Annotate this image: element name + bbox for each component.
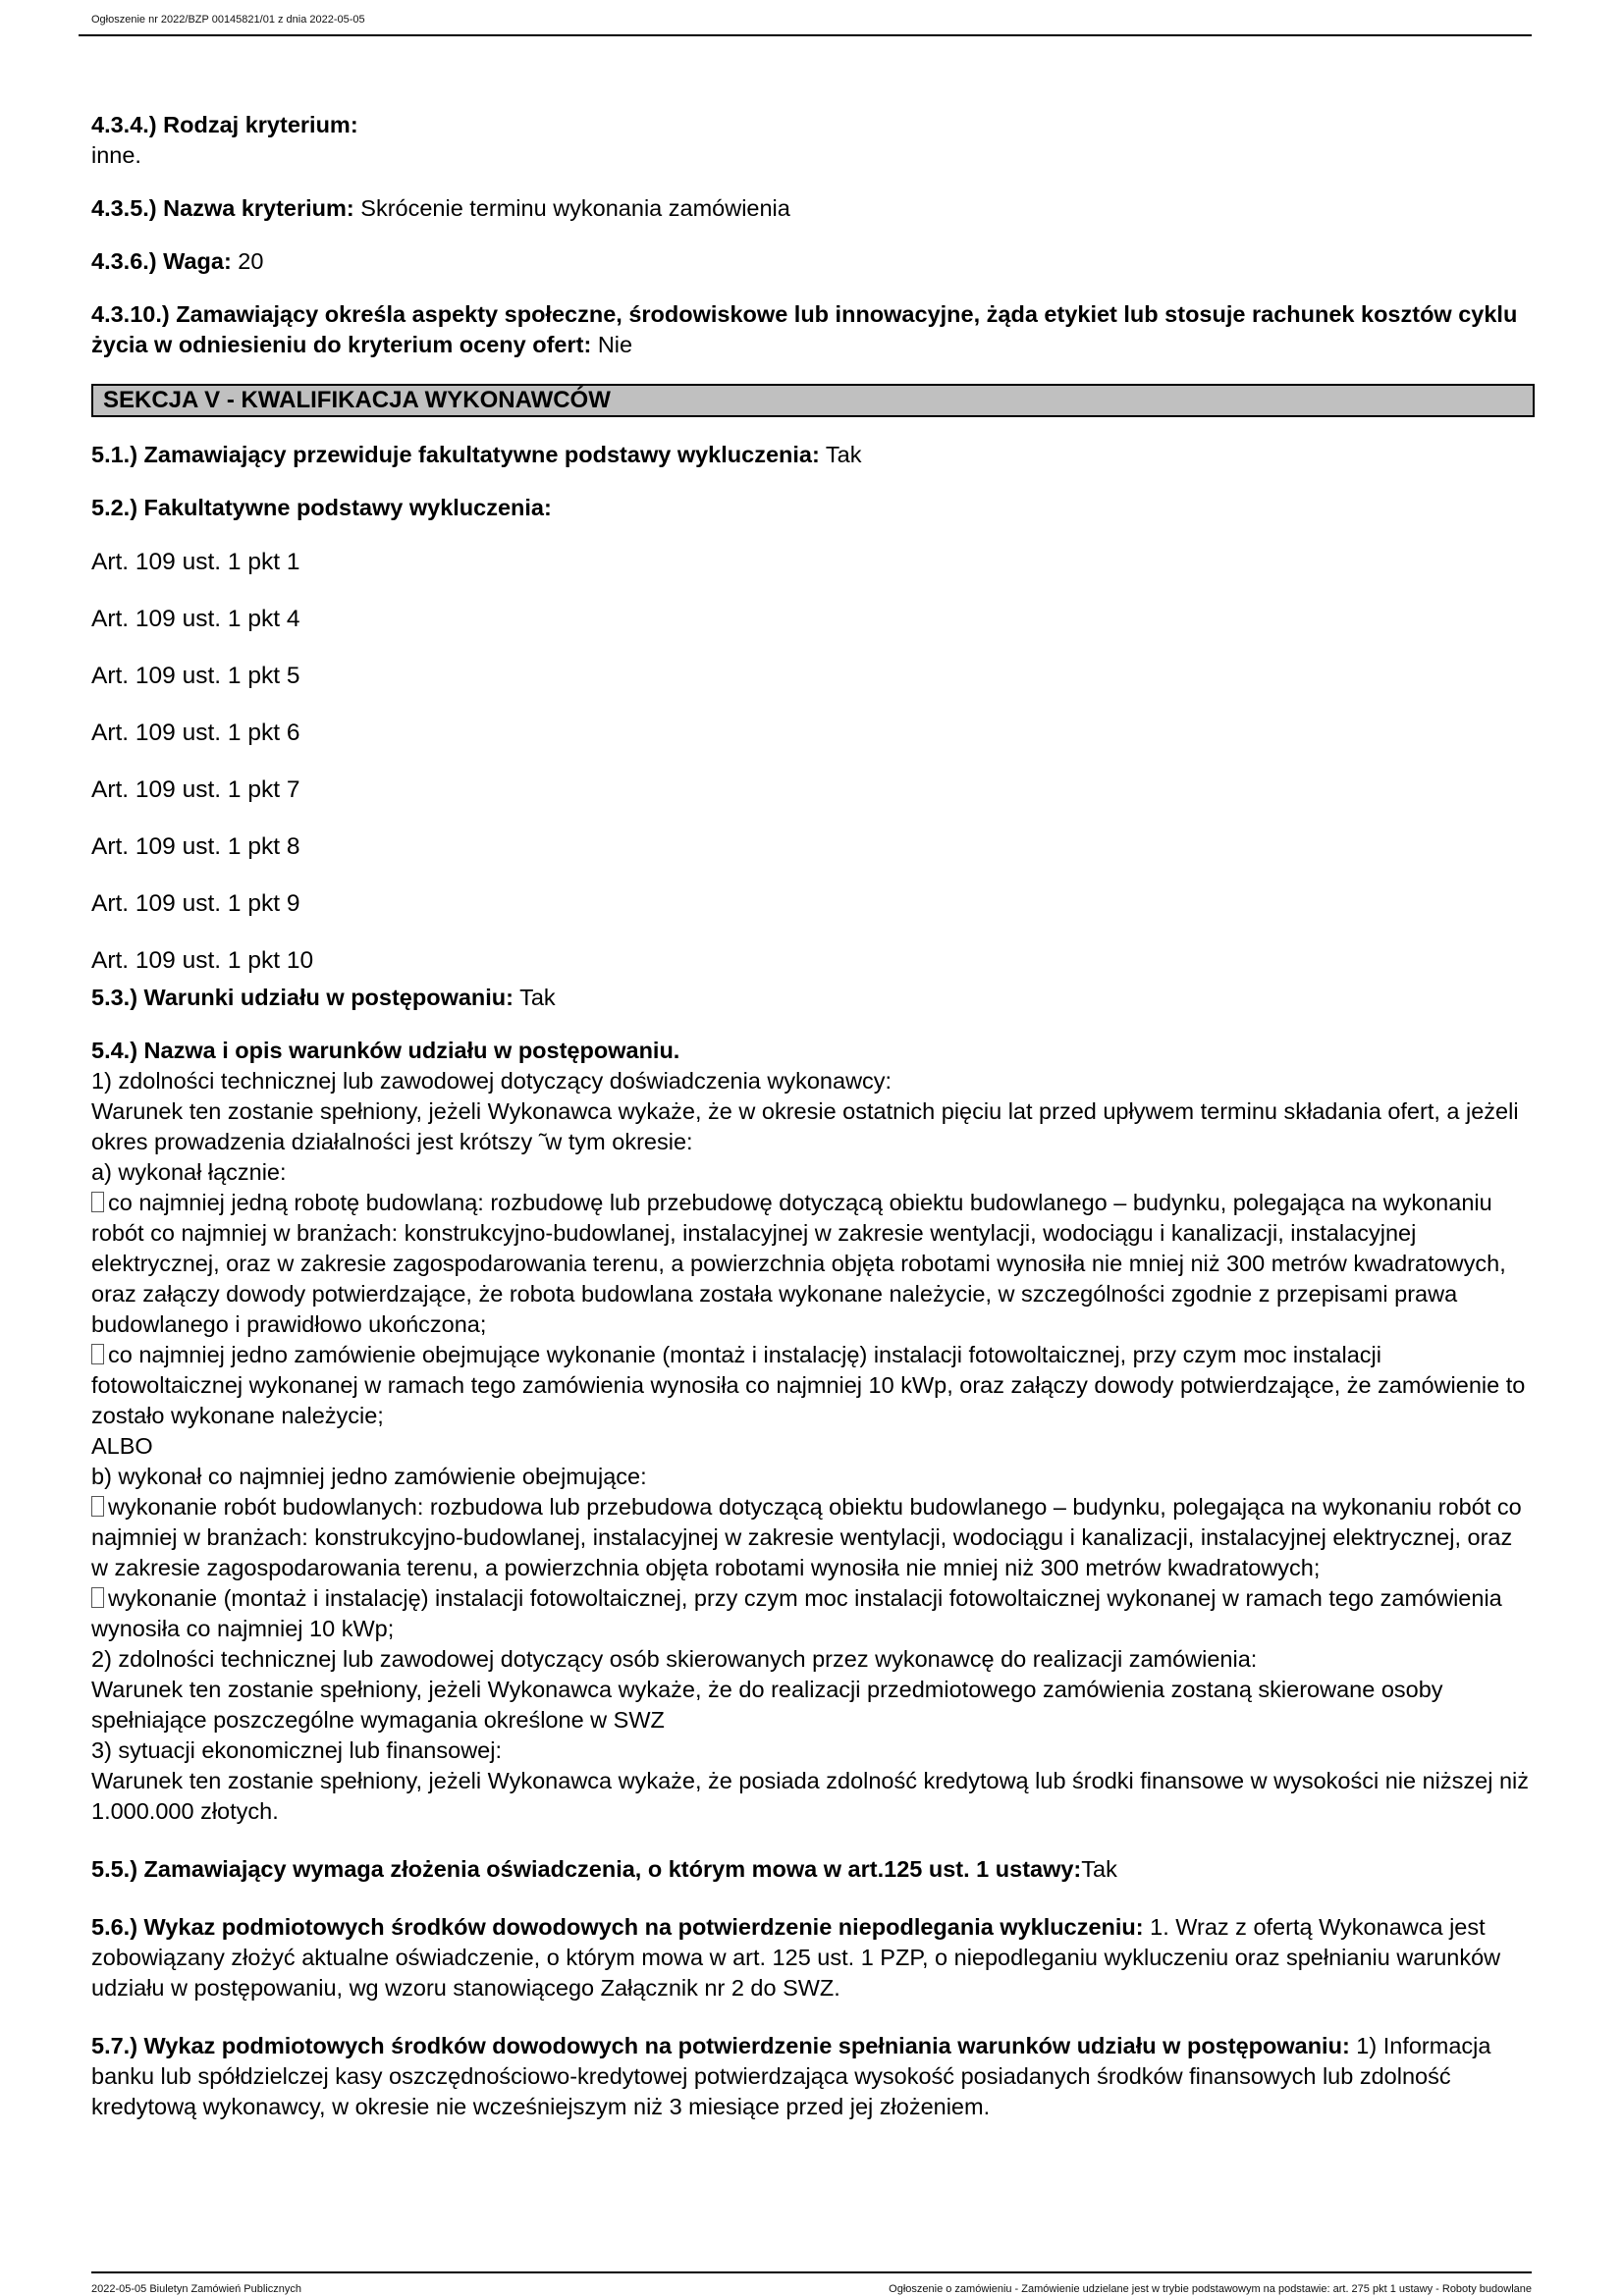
criterion-aspects xyxy=(91,299,1535,360)
criterion-type xyxy=(91,110,1535,171)
footer-notice-type: Ogłoszenie o zamówieniu - Zamówienie udzielane jest w trybie podstawowym na podstawie: art. 275 pkt 1 ustawy - Roboty budowlane xyxy=(889,2283,1532,2295)
condition-bullet-text: wykonanie robót budowlanych: rozbudowa lub przebudowa dotyczącą obiektu budowlanego – budynku, polegająca na wykonaniu robót co najmniej w branżach: konstrukcyjno-budowlanej, instalacyjnej w zakresie wentylacji, wodociągu i kanalizacji, instalacyjnej elektrycznej, oraz w zakresie zagospodarowania terenu, a powierzchnia objęta robotami wynosiła nie mniej niż 300 metrów kwadratowych; xyxy=(91,1494,1522,1580)
participation-conditions-label: 5.3.) Warunki udziału w postępowaniu: xyxy=(91,985,514,1010)
condition-bullet xyxy=(91,1188,1535,1340)
condition-line: 1) zdolności technicznej lub zawodowej dotyczący doświadczenia wykonawcy: xyxy=(91,1068,893,1094)
conditions-evidence xyxy=(91,2031,1535,2122)
optional-exclusion-value: Tak xyxy=(819,442,862,467)
condition-bullet-text: wykonanie (montaż i instalację) instalacji fotowoltaicznej, przy czym moc instalacji fotowoltaicznej wykonanej w ramach tego zamówienia wynosiła co najmniej 10 kWp; xyxy=(91,1585,1502,1641)
condition-line: Warunek ten zostanie spełniony, jeżeli Wykonawca wykaże, że do realizacji przedmiotowego zamówienia zostaną skierowane osoby spełniające poszczególne wymagania określone w SWZ xyxy=(91,1677,1443,1733)
conditions-description-label: 5.4.) Nazwa i opis warunków udziału w postępowaniu. xyxy=(91,1038,680,1063)
list-item: Art. 109 ust. 1 pkt 8 xyxy=(91,833,300,860)
participation-conditions-value: Tak xyxy=(514,985,556,1010)
page-footer xyxy=(91,2271,1532,2295)
condition-bullet xyxy=(91,1583,1535,1644)
condition-bullet-text: co najmniej jedną robotę budowlaną: rozbudowę lub przebudowę dotyczącą obiektu budowlanego – budynku, polegająca na wykonaniu robót co najmniej w branżach: konstrukcyjno-budowlanej, instalacyjnej w zakresie wentylacji, wodociągu i kanalizacji, instalacyjnej elektrycznej, oraz w zakresie zagospodarowania terenu, a powierzchnia objęta robotami wynosiła nie mniej niż 300 metrów kwadratowych, oraz załączy dowody potwierdzające, że robota budowlana została wykonane należycie, w szczególności zgodnie z przepisami prawa budowlanego i prawidłowo ukończona; xyxy=(91,1190,1506,1337)
criterion-aspects-label: 4.3.10.) Zamawiający określa aspekty społeczne, środowiskowe lub innowacyjne, żąda etykiet lub stosuje rachunek kosztów cyklu życia w odniesieniu do kryterium oceny ofert: xyxy=(91,301,1518,357)
criterion-aspects-value: Nie xyxy=(591,332,633,357)
list-item: Art. 109 ust. 1 pkt 9 xyxy=(91,890,300,917)
condition-line: a) wykonał łącznie: xyxy=(91,1159,287,1185)
section-v-header: SEKCJA V - KWALIFIKACJA WYKONAWCÓW xyxy=(91,384,1535,417)
list-item: Art. 109 ust. 1 pkt 4 xyxy=(91,606,300,632)
condition-line: Warunek ten zostanie spełniony, jeżeli Wykonawca wykaże, że w okresie ostatnich pięciu lat przed upływem terminu składania ofert, a jeżeli okres prowadzenia działalności jest krótszy ̃ w tym okresie: xyxy=(91,1098,1519,1154)
conditions-evidence-value: 1) Informacja banku lub spółdzielczej kasy oszczędnościowo-kredytowej potwierdzająca wysokość posiadanych środków finansowych lub zdolność kredytową wykonawcy, w okresie nie wcześniejszym niż 3 miesiące przed jej złożeniem. xyxy=(91,2033,1491,2119)
criterion-weight-label: 4.3.6.) Waga: xyxy=(91,248,232,274)
list-item: Art. 109 ust. 1 pkt 1 xyxy=(91,549,300,575)
condition-line: 3) sytuacji ekonomicznej lub finansowej: xyxy=(91,1737,502,1763)
bullet-box-icon xyxy=(91,1192,104,1212)
statement-required-value: Tak xyxy=(1081,1856,1117,1882)
bullet-box-icon xyxy=(91,1587,104,1608)
condition-bullet xyxy=(91,1340,1535,1431)
optional-exclusion xyxy=(91,440,1535,470)
criterion-name-value: Skrócenie terminu wykonania zamówienia xyxy=(353,195,790,221)
list-item: Art. 109 ust. 1 pkt 10 xyxy=(91,947,314,974)
participation-conditions xyxy=(91,983,1535,1013)
condition-line: b) wykonał co najmniej jedno zamówienie obejmujące: xyxy=(91,1464,647,1489)
statement-required-label: 5.5.) Zamawiający wymaga złożenia oświadczenia, o którym mowa w art.125 ust. 1 ustawy: xyxy=(91,1856,1082,1882)
exclusion-evidence-value: 1. Wraz z ofertą Wykonawca jest zobowiązany złożyć aktualne oświadczenie, o którym mowa w art. 125 ust. 1 PZP, o niepodleganiu wykluczeniu oraz spełnianiu warunków udziału w postępowaniu, wg wzoru stanowiącego Załącznik nr 2 do SWZ. xyxy=(91,1914,1501,2001)
condition-line: ALBO xyxy=(91,1433,153,1459)
criterion-name xyxy=(91,193,1535,224)
exclusion-evidence-label: 5.6.) Wykaz podmiotowych środków dowodowych na potwierdzenie niepodlegania wykluczeniu: xyxy=(91,1914,1144,1940)
exclusion-grounds-heading xyxy=(91,493,1535,523)
criterion-weight-value: 20 xyxy=(231,248,264,274)
list-item: Art. 109 ust. 1 pkt 5 xyxy=(91,663,300,689)
condition-line: Warunek ten zostanie spełniony, jeżeli Wykonawca wykaże, że posiada zdolność kredytową lub środki finansowe w wysokości nie niższej niż 1.000.000 złotych. xyxy=(91,1768,1530,1824)
conditions-evidence-label: 5.7.) Wykaz podmiotowych środków dowodowych na potwierdzenie spełniania warunków udziału w postępowaniu: xyxy=(91,2033,1350,2058)
condition-bullet xyxy=(91,1492,1535,1583)
page-header xyxy=(79,0,1532,36)
criterion-type-value: inne. xyxy=(91,142,141,168)
list-item: Art. 109 ust. 1 pkt 7 xyxy=(91,776,300,803)
condition-bullet-text: co najmniej jedno zamówienie obejmujące wykonanie (montaż i instalację) instalacji fotowoltaicznej, przy czym moc instalacji fotowoltaicznej wykonanej w ramach tego zamówienia wynosiła co najmniej 10 kWp, oraz załączy dowody potwierdzające, że zamówienie to zostało wykonane należycie; xyxy=(91,1342,1526,1428)
exclusion-grounds-list xyxy=(91,549,1535,983)
exclusion-grounds-label: 5.2.) Fakultatywne podstawy wykluczenia: xyxy=(91,495,552,520)
document-body xyxy=(91,110,1535,2122)
condition-line: 2) zdolności technicznej lub zawodowej dotyczący osób skierowanych przez wykonawcę do realizacji zamówienia: xyxy=(91,1646,1258,1672)
footer-date-source: 2022-05-05 Biuletyn Zamówień Publicznych xyxy=(91,2283,302,2295)
criterion-weight xyxy=(91,246,1535,277)
conditions-description xyxy=(91,1036,1535,1827)
exclusion-evidence xyxy=(91,1912,1535,2003)
statement-required xyxy=(91,1854,1535,1885)
bullet-box-icon xyxy=(91,1344,104,1364)
notice-id: Ogłoszenie nr 2022/BZP 00145821/01 z dnia 2022-05-05 xyxy=(91,14,365,26)
criterion-name-label: 4.3.5.) Nazwa kryterium: xyxy=(91,195,354,221)
bullet-box-icon xyxy=(91,1496,104,1517)
optional-exclusion-label: 5.1.) Zamawiający przewiduje fakultatywne podstawy wykluczenia: xyxy=(91,442,820,467)
criterion-type-label: 4.3.4.) Rodzaj kryterium: xyxy=(91,112,358,137)
list-item: Art. 109 ust. 1 pkt 6 xyxy=(91,720,300,746)
